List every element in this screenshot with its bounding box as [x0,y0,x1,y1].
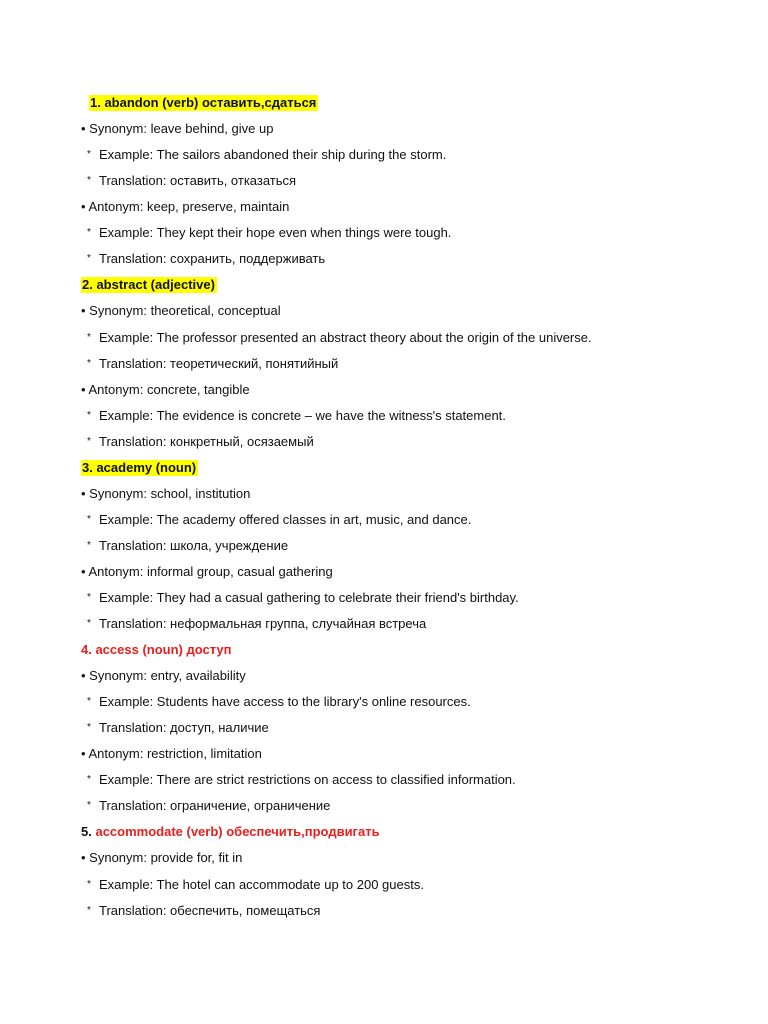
bullet-star-icon: * [87,879,91,890]
synonym-line: • Synonym: leave behind, give up [81,121,274,136]
translation-line [87,251,325,267]
translation-text: Translation: школа, учреждение [99,538,289,553]
synonym-line: • Synonym: theoretical, conceptual [81,303,281,318]
translation-text: Translation: сохранить, поддерживать [99,251,326,266]
bullet-star-icon: * [87,227,91,238]
translation-text: Translation: обеспечить, помещаться [99,903,321,918]
translation-line [87,538,288,554]
bullet-star-icon: * [87,514,91,525]
entry-heading: 4. access (noun) доступ [81,642,232,657]
bullet-star-icon: * [87,905,91,916]
bullet-star-icon: * [87,722,91,733]
bullet-star-icon: * [87,696,91,707]
bullet-star-icon: * [87,332,91,343]
entry-heading-text: accommodate (verb) обеспечить,продвигать [95,824,380,839]
bullet-star-icon: * [87,253,91,264]
translation-line [87,616,426,632]
bullet-star-icon: * [87,800,91,811]
antonym-line: • Antonym: keep, preserve, maintain [81,199,290,214]
example-line [87,694,471,710]
translation-text: Translation: теоретический, понятийный [99,356,339,371]
antonym-line: • Antonym: concrete, tangible [81,382,250,397]
antonym-line: • Antonym: restriction, limitation [81,746,262,761]
entry-heading [81,824,380,840]
example-text: Example: The academy offered classes in art, music, and dance. [99,512,472,527]
highlighted-heading-text: 1. abandon (verb) оставить,сдаться [90,95,317,110]
bullet-star-icon: * [87,410,91,421]
example-line [87,330,592,346]
bullet-star-icon: * [87,149,91,160]
bullet-star-icon: * [87,358,91,369]
example-line [87,408,506,424]
entry-heading [81,277,217,293]
translation-text: Translation: доступ, наличие [99,720,269,735]
entry-heading [89,95,318,111]
bullet-star-icon: * [87,592,91,603]
translation-text: Translation: ограничение, ограничение [99,798,331,813]
translation-line [87,903,320,919]
synonym-line: • Synonym: entry, availability [81,668,246,683]
bullet-star-icon: * [87,540,91,551]
example-line [87,590,519,606]
translation-text: Translation: оставить, отказаться [99,173,297,188]
highlighted-heading-text: 3. academy (noun) [82,460,197,475]
example-line [87,147,446,163]
example-line [87,225,451,241]
antonym-line: • Antonym: informal group, casual gathering [81,564,333,579]
translation-line [87,434,314,450]
translation-line [87,356,338,372]
translation-line [87,720,269,736]
example-text: Example: Students have access to the library's online resources. [99,694,471,709]
translation-line [87,173,296,189]
example-text: Example: The evidence is concrete – we have the witness's statement. [99,408,506,423]
example-text: Example: The sailors abandoned their ship during the storm. [99,147,447,162]
example-text: Example: The hotel can accommodate up to 200 guests. [99,877,424,892]
bullet-star-icon: * [87,774,91,785]
translation-text: Translation: неформальная группа, случайная встреча [99,616,427,631]
example-text: Example: There are strict restrictions on access to classified information. [99,772,516,787]
entry-heading [81,460,198,476]
example-line [87,772,516,788]
entry-number: 5. [81,824,92,839]
example-text: Example: The professor presented an abstract theory about the origin of the universe. [99,330,592,345]
bullet-star-icon: * [87,436,91,447]
example-text: Example: They kept their hope even when things were tough. [99,225,452,240]
synonym-line: • Synonym: provide for, fit in [81,850,243,865]
highlighted-heading-text: 2. abstract (adjective) [82,277,215,292]
example-line [87,877,424,893]
bullet-star-icon: * [87,175,91,186]
translation-line [87,798,330,814]
translation-text: Translation: конкретный, осязаемый [99,434,314,449]
example-line [87,512,471,528]
synonym-line: • Synonym: school, institution [81,486,251,501]
example-text: Example: They had a casual gathering to celebrate their friend's birthday. [99,590,519,605]
bullet-star-icon: * [87,618,91,629]
